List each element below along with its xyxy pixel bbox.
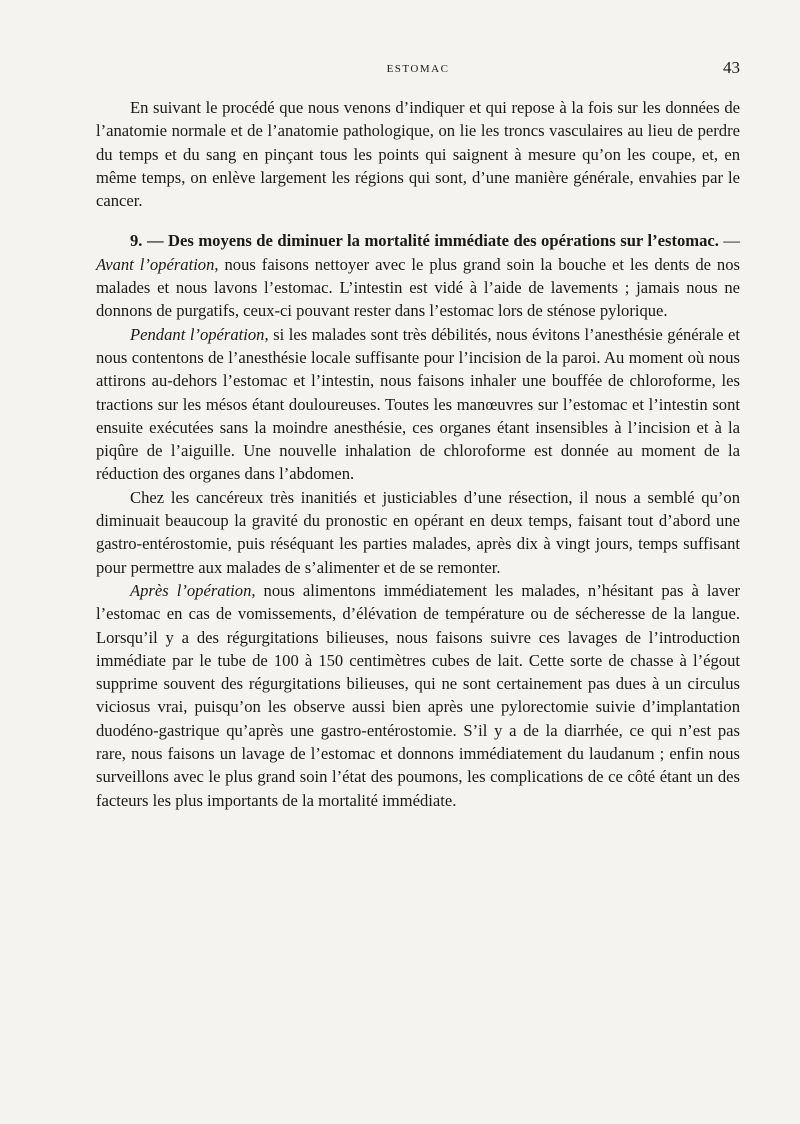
italic-before-operation: Avant l’opération bbox=[96, 254, 215, 274]
paragraph-before-operation: , nous faisons nettoyer avec le plus grand soin la bouche et les dents de nos malades et nous lavons l’estomac. L’intestin est vidé à l’aide de lavements ; jamais nous ne donnons de purgatifs, ceux-ci pouvant rester dans l’estomac lors de sténose pylorique. bbox=[96, 254, 740, 321]
italic-during-operation: Pendant l’opération bbox=[130, 324, 265, 344]
italic-after-operation: Après l’opération bbox=[130, 580, 252, 600]
section-heading: 9. — Des moyens de diminuer la mortalité immédiate des opérations sur l’estomac. bbox=[130, 231, 719, 251]
running-title: ESTOMAC bbox=[386, 63, 450, 75]
paragraph-two-stage: Chez les cancéreux très inanitiés et justiciables d’une résection, il nous a semblé qu’on diminuait beaucoup la gravité du pronostic en opérant en deux temps, faisant tout d’abord une gastro-entérostomie, puis réséquant les parties malades, après dix à vingt jours, temps suffisant pour permettre aux malades de s’alimenter et de se remonter. bbox=[96, 487, 740, 577]
page-number: 43 bbox=[723, 58, 740, 77]
section-9-paragraph bbox=[96, 229, 740, 322]
body-text bbox=[96, 96, 740, 812]
page-header bbox=[96, 58, 740, 82]
paragraph-ligature-method: En suivant le procédé que nous venons d’indiquer et qui repose à la fois sur les données de l’anatomie normale et de l’anatomie pathologique, on lie les troncs vasculaires au lieu de perdre du temps et du sang en pinçant tous les points qui saignent à mesure qu’on les coupe, et, en même temps, on enlève largement les régions qui sont, d’une manière générale, envahies par le cancer. bbox=[96, 98, 740, 211]
paragraph-during-text: , si les malades sont très débilités, nous évitons l’anesthésie générale et nous contentons de l’anesthésie locale suffisante pour l’incision de la paroi. Au moment où nous attirons au-dehors l’estomac et l’intestin, nous faisons inhaler une bouffée de chloroforme, les tractions sur les mésos étant douloureuses. Toutes les manœuvres sur l’estomac et l’intestin sont ensuite exécutées sans la moindre anesthésie, ces organes étant insensibles à l’incision et à la piqûre de l’aiguille. Une nouvelle inhalation de chloroforme est donnée au moment de la réduction des organes dans l’abdomen. bbox=[96, 324, 740, 484]
heading-dash: — bbox=[718, 231, 740, 251]
paragraph-after-operation bbox=[96, 579, 740, 812]
paragraph-after-text: , nous alimentons immédiatement les malades, n’hésitant pas à laver l’estomac en cas de vomissements, d’élévation de température ou de sécheresse de la langue. Lorsqu’il y a des régurgitations bilieuses, nous faisons suivre ces lavages de l’introduction immédiate par le tube de 100 à 150 centimètres cubes de lait. Cette sorte de chasse à l’égout supprime souvent des régurgitations bilieuses, qui ne sont certainement pas dues à un circulus viciosus vrai, puisqu’on les observe aussi bien après une pylorectomie suivie d’implantation duodéno-gastrique qu’après une gastro-entérostomie. S’il y a de la diarrhée, ce qui n’est pas rare, nous faisons un lavage de l’estomac et donnons immédiatement du laudanum ; enfin nous surveillons avec le plus grand soin l’état des poumons, les complications de ce côté étant un des facteurs les plus importants de la mortalité immédiate. bbox=[96, 580, 740, 810]
paragraph-during-operation bbox=[96, 323, 740, 486]
